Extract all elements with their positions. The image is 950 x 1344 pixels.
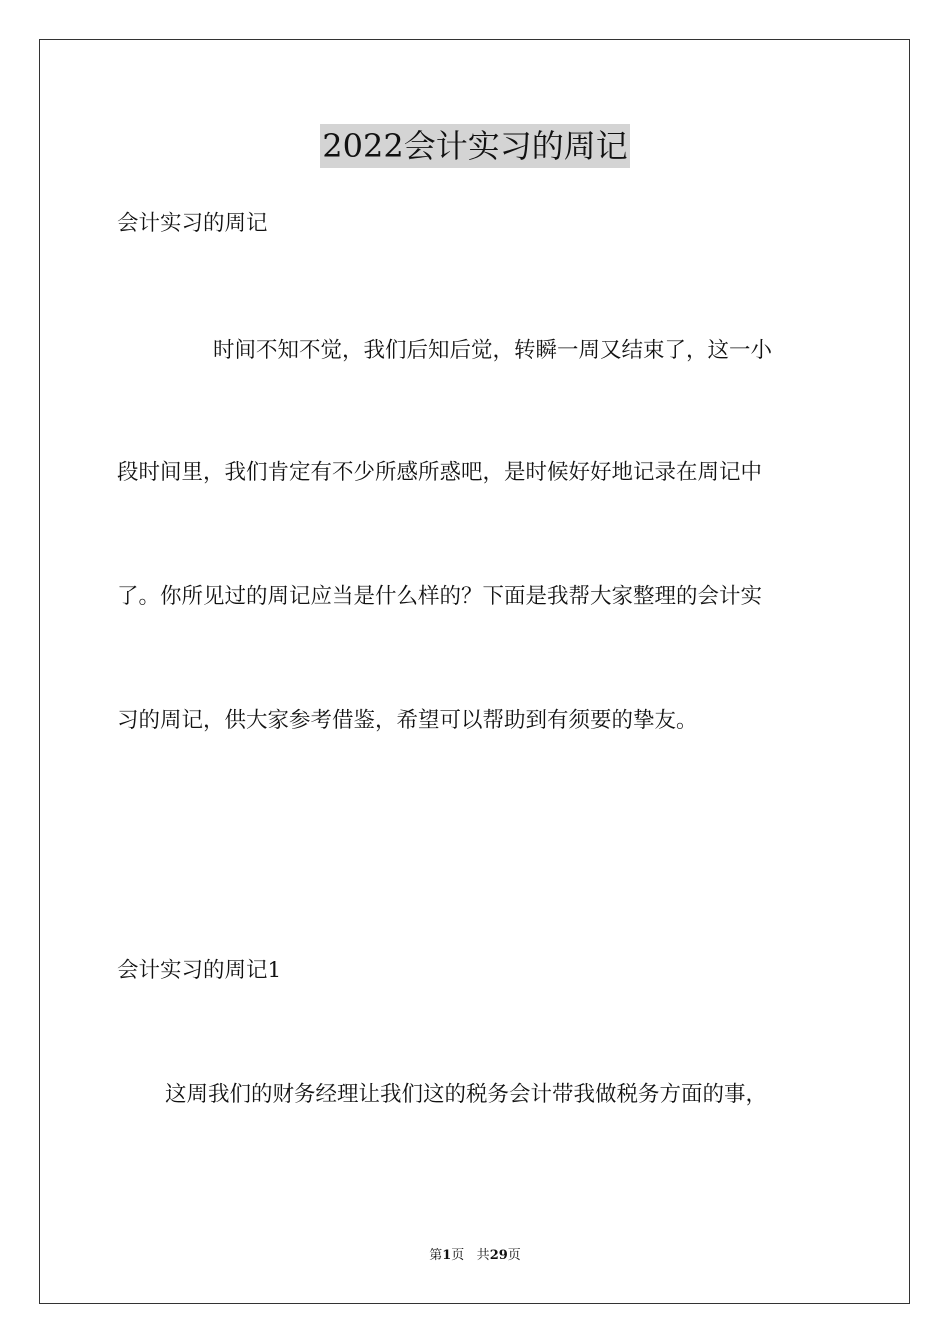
document-subtitle: 会计实习的周记 <box>117 211 268 236</box>
document-title: 2022会计实习的周记 <box>320 124 629 168</box>
footer-page-unit: 页 <box>451 1248 465 1263</box>
section-body-line-1: 这周我们的财务经理让我们这的税务会计带我做税务方面的事， <box>165 1082 768 1107</box>
footer-page-total: 29 <box>489 1248 508 1263</box>
intro-line-4: 习的周记，供大家参考借鉴，希望可以帮助到有须要的挚友。 <box>117 708 698 733</box>
footer-page-current: 1 <box>442 1248 452 1263</box>
intro-line-3: 了。你所见过的周记应当是什么样的？下面是我帮大家整理的会计实 <box>117 584 763 609</box>
title-container <box>0 124 950 168</box>
page-footer <box>0 1247 950 1265</box>
intro-line-2: 段时间里，我们肯定有不少所感所惑吧，是时候好好地记录在周记中 <box>117 460 763 485</box>
footer-page-prefix: 第 <box>429 1248 443 1263</box>
intro-line-1: 时间不知不觉，我们后知后觉，转瞬一周又结束了，这一小 <box>213 338 773 363</box>
footer-total-prefix: 共 <box>476 1248 490 1263</box>
section-heading: 会计实习的周记1 <box>117 958 282 983</box>
footer-total-unit: 页 <box>507 1248 521 1263</box>
